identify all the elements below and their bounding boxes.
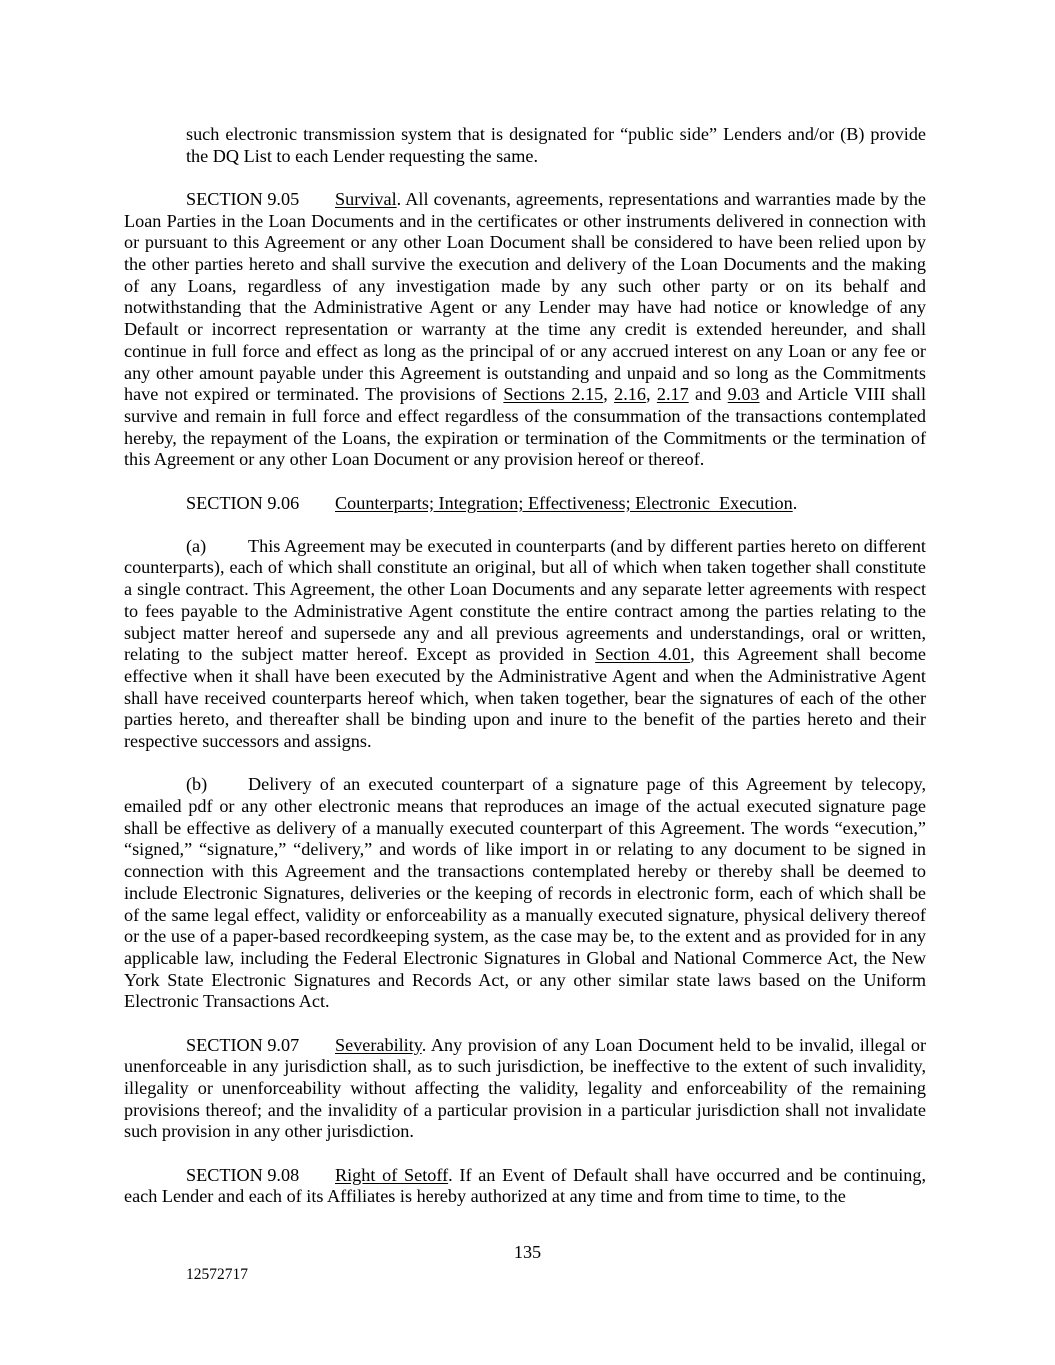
section-title-end: . (792, 492, 798, 513)
cross-reference: 2.16 (614, 384, 646, 405)
cross-reference: Section 4.01 (595, 644, 691, 665)
section-title: Severability (335, 1034, 422, 1055)
cross-reference: 2.17 (656, 384, 689, 405)
section-9-06-heading (124, 493, 926, 515)
cross-reference: 9.03 (727, 384, 760, 405)
section-number: SECTION 9.07 (186, 1034, 300, 1055)
section-title: Survival (335, 188, 397, 209)
subsection-text: Delivery of an executed counterpart of a signature page of this Agreement by telecopy, emailed pdf or any other electronic means that reproduces an image of the actual executed signature page shall be effective as delivery of a manually executed counterpart of this Agreement. The words “execution,” “signed,” “signature,” “delivery,” and words of like import in or relating to any document to be signed in connection with this Agreement and the transactions contemplated hereby or thereby shall be deemed to include Electronic Signatures, deliveries or the keeping of records in electronic form, each of which shall be of the same legal effect, validity or enforceability as a manually executed signature, physical delivery thereof or the use of a paper-based recordkeeping system, as the case may be, to the extent and as provided for in any applicable law, including the Federal Electronic Signatures in Global and National Commerce Act, the New York State Electronic Signatures and Records Act, or any other similar state laws based on the Uniform Electronic Transactions Act. (124, 774, 926, 1012)
section-9-06-a-paragraph (124, 536, 926, 753)
document-id: 12572717 (186, 1266, 248, 1283)
section-9-06-b-paragraph (124, 774, 926, 1013)
section-text: and Article VIII shall survive and remain in full force and effect regardless of the consummation of the transactions contemplated hereby, the repayment of the Loans, the expiration or termination of the Commitments or the termination of this Agreement or any other Loan Document or any provision hereof or thereof. (124, 384, 927, 470)
document-body (124, 124, 926, 1229)
separator: , (645, 384, 657, 405)
section-title: Right of Setoff (335, 1164, 449, 1185)
cross-reference: Sections 2.15 (503, 384, 604, 405)
section-title: Counterparts; Integration; Effectiveness; Electronic Execution (335, 492, 793, 513)
page-number: 135 (513, 1242, 542, 1262)
section-9-08-paragraph (124, 1165, 926, 1208)
continuation-text: such electronic transmission system that is designated for “public side” Lenders and/or (B) provide the DQ List to each Lender requesting the same. (186, 124, 926, 166)
section-text: . Any provision of any Loan Document held to be invalid, illegal or unenforceable in any jurisdiction shall, as to such jurisdiction, be ineffective to the extent of such invalidity, illegality or unenforceability without affecting the validity, legality and enforceability of the remaining provisions thereof; and the invalidity of a particular provision in a particular jurisdiction shall not invalidate such provision in any other jurisdiction. (124, 1034, 926, 1142)
section-number: SECTION 9.05 (186, 188, 300, 209)
section-9-07-paragraph (124, 1035, 926, 1144)
continuation-paragraph (124, 124, 926, 167)
subsection-text: This Agreement may be executed in counterparts (and by different parties hereto on different counterparts), each of which shall constitute an original, but all of which when taken together shall constitute a single contract. This Agreement, the other Loan Documents and any separate letter agreements with respect to fees payable to the Administrative Agent constitute the entire contract among the parties relating to the subject matter hereof and supersede any and all previous agreements and understandings, oral or written, relating to the subject matter hereof. Except as provided in (124, 535, 926, 665)
section-number: SECTION 9.08 (186, 1164, 300, 1185)
section-9-05-paragraph (124, 189, 926, 471)
section-text: . All covenants, agreements, representations and warranties made by the Loan Parties in the Loan Documents and in the certificates or other instruments delivered in connection with or pursuant to this Agreement or any other Loan Document shall be considered to have been relied upon by the other parties hereto and shall survive the execution and delivery of the Loan Documents and the making of any Loans, regardless of any investigation made by any such other party or on its behalf and notwithstanding that the Administrative Agent or any Lender may have had notice or knowledge of any Default or incorrect representation or warranty at the time any credit is extended hereunder, and shall continue in full force and effect as long as the principal of or any accrued interest on any Loan or any fee or any other amount payable under this Agreement is outstanding and unpaid and so long as the Commitments have not expired or terminated. The provisions of (124, 188, 926, 405)
separator: and (688, 384, 728, 405)
section-number: SECTION 9.06 (186, 492, 300, 513)
subsection-label: (b) (186, 774, 208, 795)
subsection-label: (a) (186, 535, 207, 556)
section-text: . If an Event of Default shall have occurred and be continuing, each Lender and each of its Affiliates is hereby authorized at any time and from time to time, to the (124, 1164, 926, 1207)
subsection-text: , this Agreement shall become effective when it shall have been executed by the Administrative Agent and when the Administrative Agent shall have received counterparts hereof which, when taken together, bear the signatures of each of the other parties hereto, and thereafter shall be binding upon and inure to the benefit of the parties hereto and their respective successors and assigns. (124, 644, 926, 752)
separator: , (603, 384, 615, 405)
